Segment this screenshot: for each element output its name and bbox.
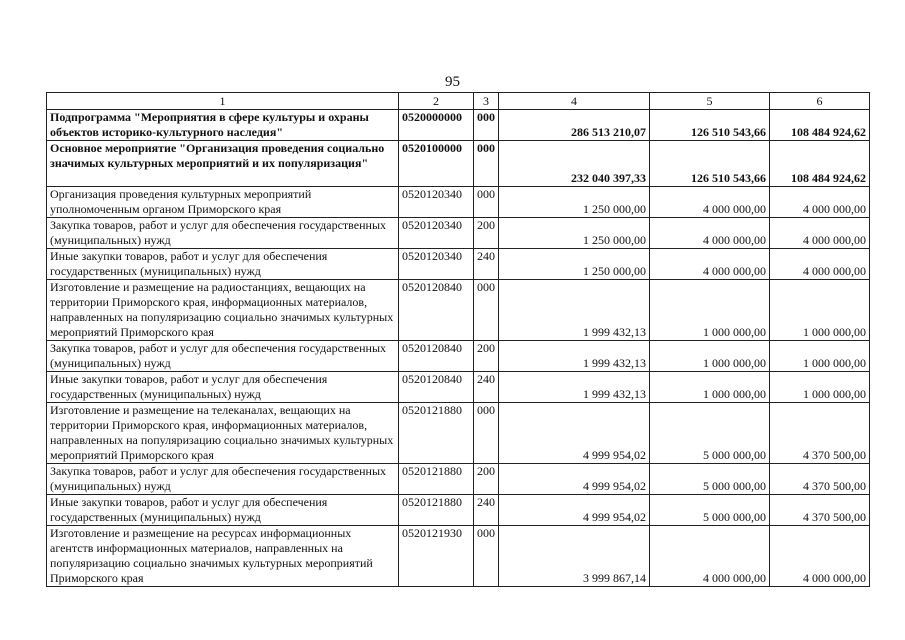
row-code-cell: 0520121880: [399, 464, 474, 495]
table-row: [47, 495, 870, 526]
row-value-cell: 126 510 543,66: [650, 110, 770, 141]
row-kind-cell: 200: [474, 218, 499, 249]
row-name-cell: Закупка товаров, работ и услуг для обеспечения государственных (муниципальных) нужд: [47, 464, 399, 495]
column-header: 1: [47, 93, 399, 110]
row-value-cell: 4 999 954,02: [499, 403, 650, 464]
row-value-cell: 4 370 500,00: [770, 464, 870, 495]
row-value-cell: 286 513 210,07: [499, 110, 650, 141]
row-value-cell: 4 370 500,00: [770, 403, 870, 464]
row-code-cell: 0520120340: [399, 249, 474, 280]
row-value-cell: 232 040 397,33: [499, 141, 650, 187]
column-header: 5: [650, 93, 770, 110]
row-value-cell: 1 000 000,00: [770, 280, 870, 341]
table-row: [47, 218, 870, 249]
row-name-cell: Закупка товаров, работ и услуг для обеспечения государственных (муниципальных) нужд: [47, 341, 399, 372]
row-name-cell: Иные закупки товаров, работ и услуг для обеспечения государственных (муниципальных) нужд: [47, 372, 399, 403]
row-value-cell: 4 000 000,00: [770, 249, 870, 280]
row-value-cell: 1 000 000,00: [650, 280, 770, 341]
row-value-cell: 5 000 000,00: [650, 495, 770, 526]
row-value-cell: 1 000 000,00: [650, 372, 770, 403]
row-value-cell: 3 999 867,14: [499, 526, 650, 587]
row-value-cell: 4 999 954,02: [499, 495, 650, 526]
row-value-cell: 126 510 543,66: [650, 141, 770, 187]
row-name-cell: Иные закупки товаров, работ и услуг для обеспечения государственных (муниципальных) нужд: [47, 249, 399, 280]
row-code-cell: 0520120840: [399, 341, 474, 372]
row-value-cell: 5 000 000,00: [650, 464, 770, 495]
row-value-cell: 1 000 000,00: [770, 372, 870, 403]
row-value-cell: 4 000 000,00: [650, 218, 770, 249]
row-code-cell: 0520121880: [399, 495, 474, 526]
row-kind-cell: 240: [474, 372, 499, 403]
row-value-cell: 4 000 000,00: [650, 249, 770, 280]
row-value-cell: 5 000 000,00: [650, 403, 770, 464]
row-value-cell: 1 250 000,00: [499, 218, 650, 249]
row-name-cell: Изготовление и размещение на радиостанциях, вещающих на территории Приморского края, информационных материалов, направленных на популяризацию социально значимых культурных мероприятий Приморского края: [47, 280, 399, 341]
row-kind-cell: 000: [474, 187, 499, 218]
row-code-cell: 0520120840: [399, 280, 474, 341]
row-value-cell: 4 000 000,00: [770, 187, 870, 218]
row-kind-cell: 200: [474, 341, 499, 372]
row-value-cell: 1 000 000,00: [770, 341, 870, 372]
table-row: [47, 341, 870, 372]
table-row: [47, 249, 870, 280]
table-row: [47, 464, 870, 495]
row-value-cell: 4 000 000,00: [650, 526, 770, 587]
row-code-cell: 0520121880: [399, 403, 474, 464]
row-code-cell: 0520100000: [399, 141, 474, 187]
row-name-cell: Закупка товаров, работ и услуг для обеспечения государственных (муниципальных) нужд: [47, 218, 399, 249]
row-value-cell: 4 000 000,00: [770, 526, 870, 587]
row-name-cell: Изготовление и размещение на телеканалах, вещающих на территории Приморского края, информационных материалов, направленных на популяризацию социально значимых культурных мероприятий Приморского края: [47, 403, 399, 464]
table-row: [47, 110, 870, 141]
row-value-cell: 4 999 954,02: [499, 464, 650, 495]
page-number: 95: [445, 74, 460, 90]
row-kind-cell: 000: [474, 403, 499, 464]
table-row: [47, 187, 870, 218]
row-value-cell: 4 000 000,00: [650, 187, 770, 218]
row-code-cell: 0520120340: [399, 218, 474, 249]
row-name-cell: Основное мероприятие "Организация проведения социально значимых культурных мероприятий и их популяризация": [47, 141, 399, 187]
row-value-cell: 108 484 924,62: [770, 141, 870, 187]
row-value-cell: 1 999 432,13: [499, 372, 650, 403]
row-name-cell: Подпрограмма "Мероприятия в сфере культуры и охраны объектов историко-культурного наследия": [47, 110, 399, 141]
budget-table: [46, 92, 870, 587]
row-kind-cell: 000: [474, 141, 499, 187]
row-kind-cell: 000: [474, 280, 499, 341]
table-header-row: [47, 93, 870, 110]
row-value-cell: 4 370 500,00: [770, 495, 870, 526]
row-value-cell: 4 000 000,00: [770, 218, 870, 249]
table-row: [47, 372, 870, 403]
column-header: 3: [474, 93, 499, 110]
row-name-cell: Иные закупки товаров, работ и услуг для обеспечения государственных (муниципальных) нужд: [47, 495, 399, 526]
row-value-cell: 1 000 000,00: [650, 341, 770, 372]
row-kind-cell: 240: [474, 249, 499, 280]
row-value-cell: 1 250 000,00: [499, 249, 650, 280]
row-name-cell: Организация проведения культурных мероприятий уполномоченным органом Приморского края: [47, 187, 399, 218]
table-row: [47, 526, 870, 587]
column-header: 6: [770, 93, 870, 110]
table-row: [47, 403, 870, 464]
table-row: [47, 280, 870, 341]
row-kind-cell: 000: [474, 526, 499, 587]
row-kind-cell: 000: [474, 110, 499, 141]
row-kind-cell: 240: [474, 495, 499, 526]
row-value-cell: 1 999 432,13: [499, 280, 650, 341]
table-body: [47, 110, 870, 587]
row-code-cell: 0520000000: [399, 110, 474, 141]
table-row: [47, 141, 870, 187]
row-code-cell: 0520121930: [399, 526, 474, 587]
row-code-cell: 0520120840: [399, 372, 474, 403]
row-value-cell: 1 250 000,00: [499, 187, 650, 218]
column-header: 4: [499, 93, 650, 110]
row-value-cell: 108 484 924,62: [770, 110, 870, 141]
row-kind-cell: 200: [474, 464, 499, 495]
column-header: 2: [399, 93, 474, 110]
row-code-cell: 0520120340: [399, 187, 474, 218]
row-name-cell: Изготовление и размещение на ресурсах информационных агентств информационных материалов, направленных на популяризацию социально значимых культурных мероприятий Приморского края: [47, 526, 399, 587]
row-value-cell: 1 999 432,13: [499, 341, 650, 372]
